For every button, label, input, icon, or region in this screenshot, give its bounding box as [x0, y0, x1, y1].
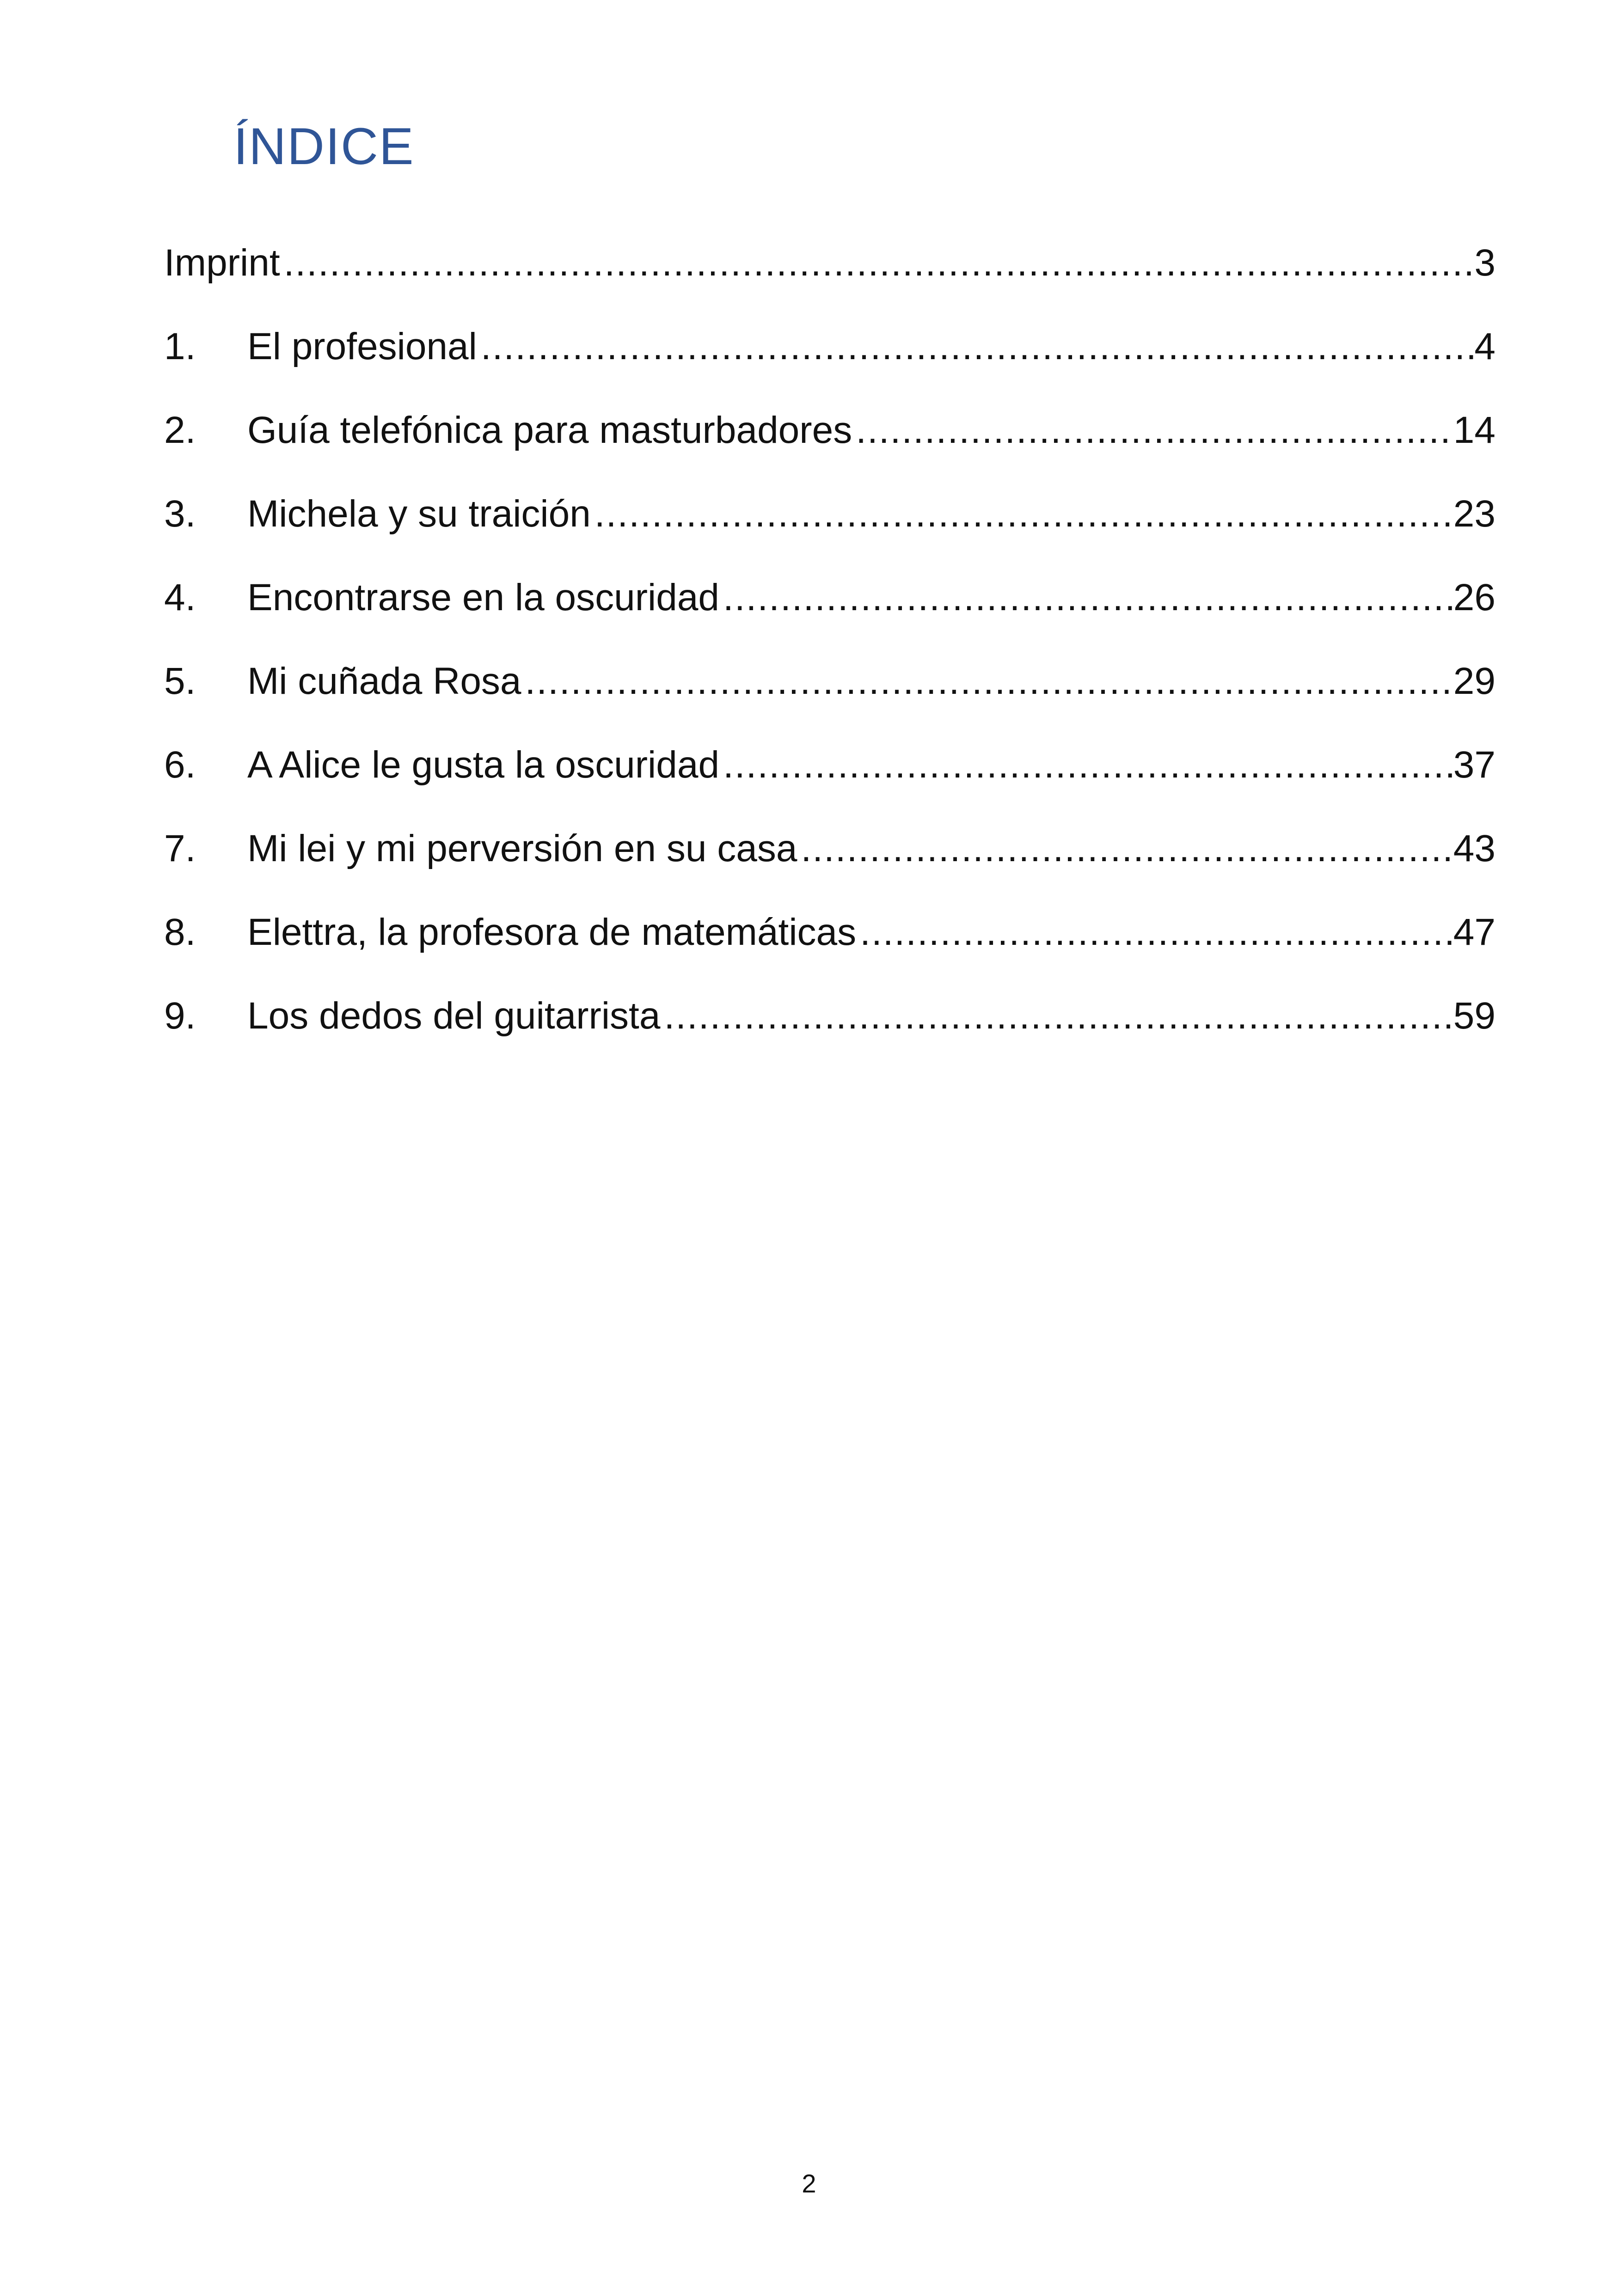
toc-entry-number: 1.: [164, 325, 196, 367]
dot-leader: [660, 993, 1453, 1039]
toc-entry-page: 14: [1453, 409, 1495, 451]
toc-entry-number: 5.: [164, 660, 196, 702]
toc-entry-6[interactable]: [164, 742, 1495, 826]
toc-entry-page: 3: [1474, 242, 1495, 284]
dot-leader: [591, 491, 1453, 537]
toc-entry-page: 59: [1453, 995, 1495, 1037]
dot-leader: [477, 324, 1475, 369]
dot-leader: [852, 408, 1453, 453]
toc-entry-9[interactable]: [164, 993, 1495, 1077]
toc-entry-label: A Alice le gusta la oscuridad: [247, 744, 720, 786]
toc-entry-page: 26: [1453, 576, 1495, 618]
toc-entry-page: 29: [1453, 660, 1495, 702]
dot-leader: [521, 659, 1453, 704]
toc-entry-page: 4: [1474, 325, 1495, 367]
dot-leader: [719, 575, 1453, 620]
toc-entry-number: 3.: [164, 493, 196, 535]
toc-entry-7[interactable]: [164, 826, 1495, 910]
toc-entry-page: 37: [1453, 744, 1495, 786]
toc-entry-number: 9.: [164, 995, 196, 1037]
toc-entry-label: Imprint: [164, 242, 280, 284]
toc-entry-label: El profesional: [247, 325, 477, 367]
toc-entry-label: Guía telefónica para masturbadores: [247, 409, 852, 451]
toc-entry-5[interactable]: [164, 659, 1495, 742]
dot-leader: [856, 910, 1453, 955]
page-number: 2: [802, 2169, 816, 2198]
toc-entry-number: 7.: [164, 827, 196, 869]
dot-leader: [719, 742, 1453, 788]
toc-entry-label: Mi lei y mi perversión en su casa: [247, 827, 797, 869]
toc-entry-number: 4.: [164, 576, 196, 618]
toc-heading: ÍNDICE: [233, 117, 415, 175]
toc-entry-3[interactable]: [164, 491, 1495, 575]
toc-entry-4[interactable]: [164, 575, 1495, 659]
table-of-contents: [164, 240, 1495, 1077]
toc-entry-2[interactable]: [164, 408, 1495, 491]
toc-entry-number: 8.: [164, 911, 196, 953]
toc-entry-label: Mi cuñada Rosa: [247, 660, 521, 702]
toc-entry-page: 23: [1453, 493, 1495, 535]
toc-entry-label: Elettra, la profesora de matemáticas: [247, 911, 857, 953]
toc-entry-label: Michela y su traición: [247, 493, 591, 535]
toc-entry-page: 47: [1453, 911, 1495, 953]
toc-entry-number: 6.: [164, 744, 196, 786]
toc-entry-label: Encontrarse en la oscuridad: [247, 576, 720, 618]
toc-entry-number: 2.: [164, 409, 196, 451]
dot-leader: [280, 240, 1475, 286]
toc-entry-imprint[interactable]: [164, 240, 1495, 324]
toc-entry-8[interactable]: [164, 910, 1495, 993]
toc-entry-1[interactable]: [164, 324, 1495, 408]
toc-entry-label: Los dedos del guitarrista: [247, 995, 661, 1037]
dot-leader: [797, 826, 1453, 871]
toc-entry-page: 43: [1453, 827, 1495, 869]
